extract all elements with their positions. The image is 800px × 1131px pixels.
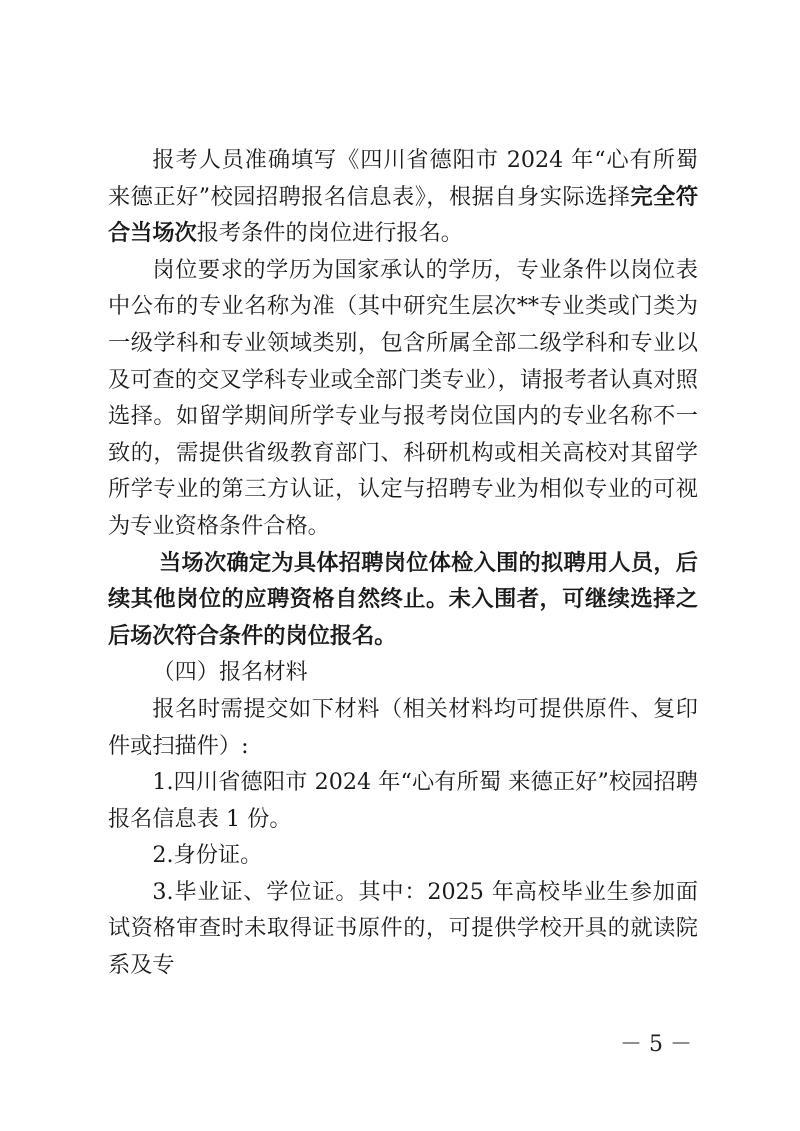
document-body — [108, 142, 698, 984]
section-heading-materials: （四）报名材料 — [152, 659, 308, 686]
paragraph-text: 报考人员准确填写《四川省德阳市 2024 年“心有所蜀 来德正好”校园招聘报名信息表》，根据自身实际选择 — [108, 147, 698, 210]
bold-emphasis-text: 完全符合当场次 — [108, 183, 699, 247]
page-number: － 5 － — [620, 1032, 692, 1057]
paragraph-registration-form — [108, 142, 698, 252]
paragraph-bold-notice: 当场次确定为具体招聘岗位体检入围的拟聘用人员，后续其他岗位的应聘资格自然终止。未入围者，可继续选择之后场次符合条件的岗位报名。 — [108, 549, 698, 649]
list-item-diplomas: 3.毕业证、学位证。其中：2025 年高校毕业生参加面试资格审查时未取得证书原件的，可提供学校开具的就读院系及专 — [108, 878, 698, 979]
list-item-info-form: 1.四川省德阳市 2024 年“心有所蜀 来德正好”校园招聘报名信息表 1 份。 — [108, 769, 698, 832]
list-item-id-card: 2.身份证。 — [152, 842, 263, 869]
paragraph-text: 报考条件的岗位进行报名。 — [196, 220, 463, 247]
paragraph-education-requirements: 岗位要求的学历为国家承认的学历，专业条件以岗位表中公布的专业名称为准（其中研究生层次**专业类或门类为一级学科和专业领域类别，包含所属全部二级学科和专业以及可查的交叉学科专业或全部门类专业），请报考者认真对照选择。如留学期间所学专业与报考岗位国内的专业名称不一致的，需提供省级教育部门、科研机构或相关高校对其留学所学专业的第三方认证，认定与招聘专业为相似专业的可视为专业资格条件合格。 — [108, 256, 698, 539]
paragraph-materials-intro: 报名时需提交如下材料（相关材料均可提供原件、复印件或扫描件）: — [108, 695, 698, 759]
